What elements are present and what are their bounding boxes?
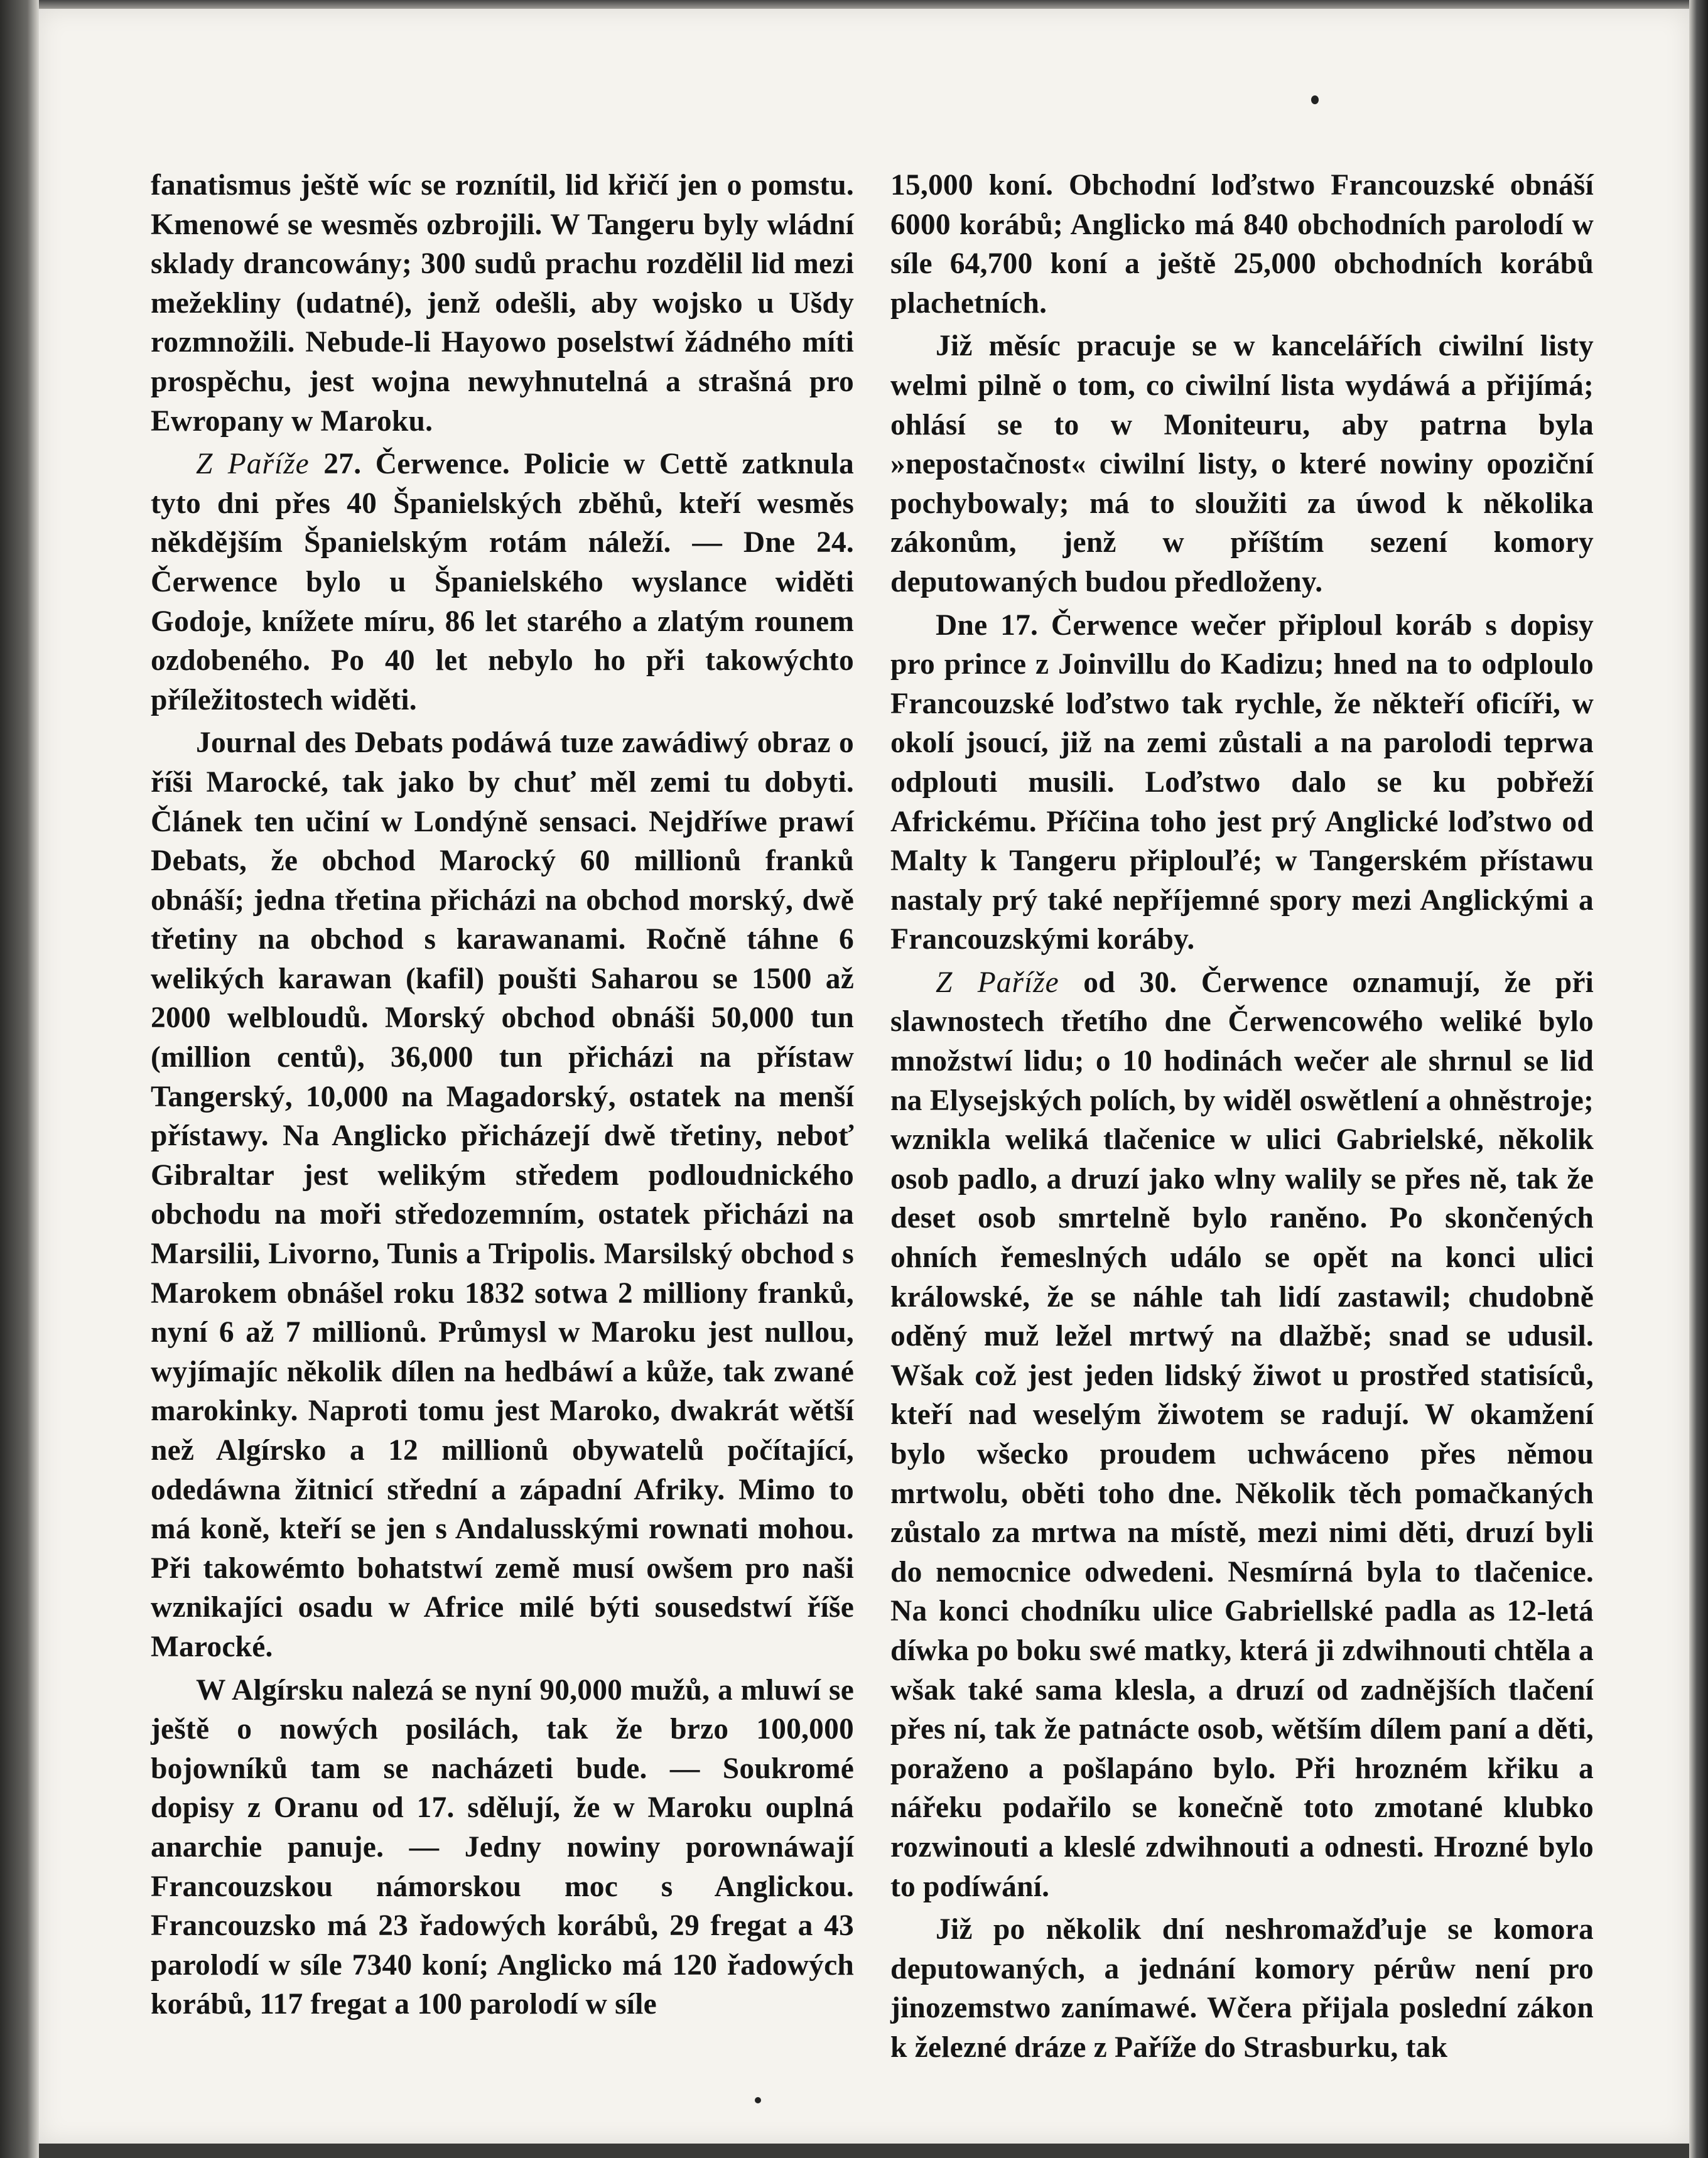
scan-left-edge xyxy=(0,0,39,2158)
print-speck xyxy=(1311,95,1319,104)
place-heading-paris: Z Paříže xyxy=(196,448,310,481)
right-paragraph-3: Dne 17. Čerwence wečer připloul koráb s dopisy pro prince z Joinvillu do Kadizu; hned na to odploulo Francouzské loďstwo tak rychle, že někteří oficíři, w okolí jsoucí, již na zemi zůstali a na parolodi teprwa odplouti musili. Loďstwo dalo se ku pobřeží Africkému. Příčina toho jest prý Anglické loďstwo od Malty k Tangeru připlouľé; w Tangerském přístawu nastaly prý také nepříjemné spory mezi Anglickými a Francouzskými koráby. xyxy=(890,608,1594,956)
left-column xyxy=(151,166,854,2028)
right-paragraph-5: Již po několik dní neshromažďuje se komora deputowaných, a jednání komory pérůw není pro jinozemstwo zanímawé. Wčera přijala poslední zákon k železné dráze z Paříže do Strasburku, tak xyxy=(890,1913,1594,2064)
print-speck xyxy=(755,2097,761,2103)
left-paragraph-3: Journal des Debats podáwá tuze zawádiwý obraz o říši Marocké, tak jako by chuť měl zemi tu dobyti. Článek ten učiní w Londýně sensaci. Nejdříwe prawí Debats, že obchod Marocký 60 millionů franků obnáší; jedna třetina přicházi na obchod morský, dwě třetiny na obchod s karawanami. Ročně táhne 6 welikých karawan (kafil) poušti Saharou se 1500 až 2000 welbloudů. Morský obchod obnáši 50,000 tun (million centů), 36,000 tun přicházi na přístaw Tangerský, 10,000 na Magadorský, ostatek na menší přístawy. Na Anglicko přicházejí dwě třetiny, neboť Gibraltar jest welikým středem podloudnického obchodu na moři středozemním, ostatek přicházi na Marsilii, Livorno, Tunis a Tripolis. Marsilský obchod s Marokem obnášel roku 1832 sotwa 2 milliony franků, nyní 6 až 7 millionů. Průmysl w Maroku jest nullou, wyjímajíc několik dílen na hedbáwí a kůže, tak zwané marokinky. Naproti tomu jest Maroko, dwakrát wětší než Algírsko a 12 millionů obywatelů počítající, odedáwna žitnicí střední a západní Afriky. Mimo to má koně, kteří se jen s Andalusskými rownati mohou. Při takowémto bohatstwí země musí owšem pro naši wznikajíci osadu w Africe milé býti sousedstwí říše Marocké. xyxy=(151,726,854,1663)
right-paragraph-4-text: od 30. Čerwence oznamují, že při slawnostech třetího dne Čerwencowého weliké bylo množstwí lidu; o 10 hodinách wečer ale shrnul se lid na Elysejských polích, by widěl oswětlení a ohněstroje; wznikla weliká tlačenice w ulici Gabrielské, několik osob padlo, a druzí jako wlny walily se přes ně, tak že deset osob smrtelně bylo raněno. Po skončených ohních řemeslných událo se opět na konci ulici králowské, že se náhle tah lidí zastawil; chudobně oděný muž ležel mrtwý na dlažbě; snad se udusil. Wšak což jest jeden lidský žiwot u prostřed statisíců, kteří nad weselým žiwotem se radují. W okamžení bylo wšecko proudem uchwáceno přes němou mrtwolu, oběti toho dne. Několik těch pomačkaných zůstalo za mrtwa na místě, mezi nimi děti, druzí byli do nemocnice odwedeni. Nesmírná byla to tlačenice. Na konci chodníku ulice Gabriellské padla as 12-letá díwka po boku swé matky, která ji zdwihnouti chtěla a wšak také sama klesla, a druzí od zadnějších tlačení přes ní, tak že patnácte osob, wětším dílem paní a děti, poraženo a pošlapáno bylo. Při hrozném křiku a nářeku podařilo se konečně toto zmotané klubko rozwinouti a kleslé zdwihnouti a odnesti. Hrozné bylo to podíwání. xyxy=(890,966,1594,1903)
place-heading-paris: Z Paříže xyxy=(936,966,1059,999)
left-paragraph-4: W Algírsku nalezá se nyní 90,000 mužů, a mluwí se ještě o nowých posilách, tak že brzo 100,000 bojowníků tam se nacházeti bude. — Soukromé dopisy z Oranu od 17. sdělují, že w Maroku ouplná anarchie panuje. — Jedny nowiny porownáwají Francouzskou námorskou moc s Anglickou. Francouzsko má 23 řadowých korábů, 29 fregat a 43 parolodí w síle 7340 koní; Anglicko má 120 řadowých korábů, 117 fregat a 100 parolodí w síle xyxy=(151,1673,854,2021)
right-column xyxy=(890,166,1594,2071)
left-paragraph-2-text: 27. Čerwence. Policie w Cettě zatknula tyto dni přes 40 Španielských zběhů, kteří wesměs někdějším Španielským rotám náleží. — Dne 24. Čerwence bylo u Španielského wyslance widěti Godoje, knížete míru, 86 let starého a zlatým rounem ozdobeného. Po 40 let nebylo ho při takowýchto příležitostech widěti. xyxy=(151,448,854,716)
right-paragraph-2: Již měsíc pracuje se w kancelářích ciwilní listy welmi pilně o tom, co ciwilní lista wydáwá a přijímá; ohlásí se to w Moniteuru, aby patrna byla »nepostačnost« ciwilní listy, o které nowiny opoziční pochybowaly; má to sloužiti za úwod k několika zákonům, jenž w příštím sezení komory deputowaných budou předloženy. xyxy=(890,330,1594,598)
scan-top-edge xyxy=(0,0,1708,9)
left-paragraph-2 xyxy=(151,445,854,720)
scan-right-edge xyxy=(1689,0,1708,2158)
right-paragraph-4 xyxy=(890,963,1594,1906)
left-paragraph-1: fanatismus ještě wíc se roznítil, lid křičí jen o pomstu. Kmenowé se wesměs ozbrojili. W Tangeru byly wládní sklady drancowány; 300 sudů prachu rozdělil lid mezi mežekliny (udatné), jenž odešli, aby wojsko u Ušdy rozmnožili. Nebude-li Hayowo poselstwí žádného míti prospěchu, jest wojna newyhnutelná a strašná pro Ewropany w Maroku. xyxy=(151,169,854,438)
right-paragraph-1: 15,000 koní. Obchodní loďstwo Francouzské obnáší 6000 korábů; Anglicko má 840 obchodních parolodí w síle 64,700 koní a ještě 25,000 obchodních korábů plachetních. xyxy=(890,169,1594,320)
